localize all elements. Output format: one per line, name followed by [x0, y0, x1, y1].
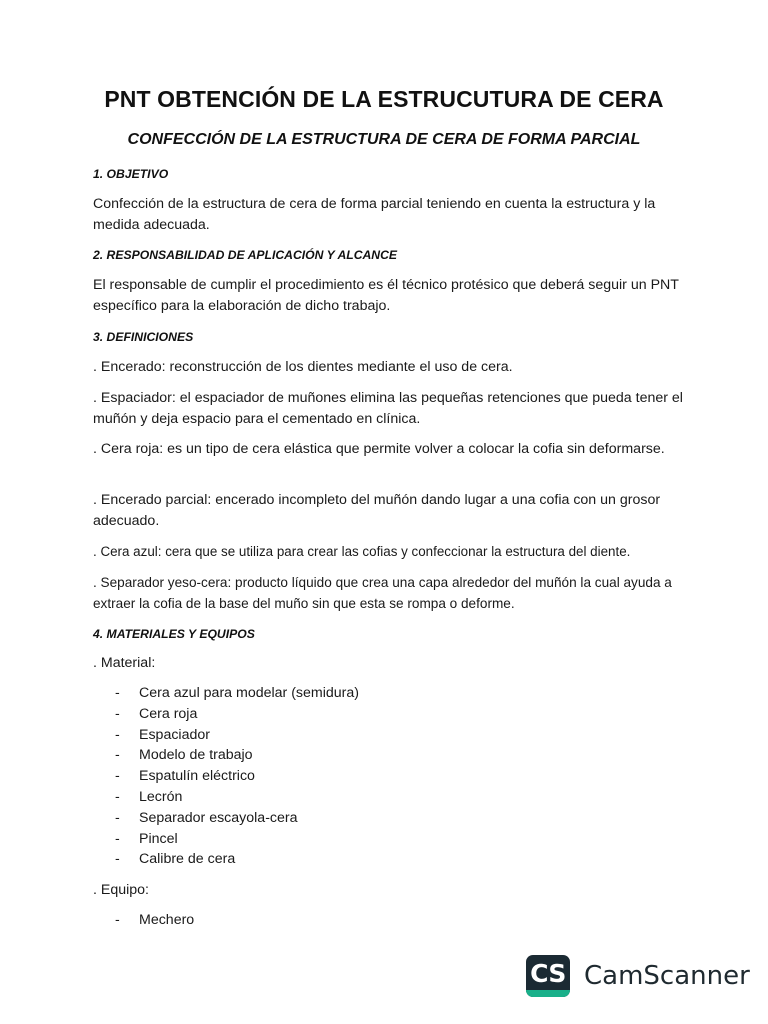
camscanner-brand-text: CamScanner — [584, 961, 750, 991]
section-heading-definiciones: 3. DEFINICIONES — [93, 330, 194, 344]
list-item — [93, 910, 653, 931]
list-item-text: Modelo de trabajo — [139, 747, 253, 764]
list-item-text: Cera azul para modelar (semidura) — [139, 685, 359, 701]
list-item — [93, 704, 653, 725]
bullet-dash: - — [115, 809, 120, 826]
definition-item: . Cera azul: cera que se utiliza para crear las cofias y confeccionar la estructura del diente. — [93, 544, 631, 559]
material-label: . Material: — [93, 655, 156, 671]
list-item — [93, 808, 653, 829]
bullet-dash: - — [115, 705, 120, 722]
list-item — [93, 683, 653, 704]
list-item — [93, 766, 653, 787]
section-heading-responsabilidad: 2. RESPONSABILIDAD DE APLICACIÓN Y ALCANCE — [93, 248, 398, 262]
list-item-text: Pincel — [139, 830, 178, 847]
list-item-text: Lecrón — [139, 788, 183, 805]
list-item-text: Calibre de cera — [139, 851, 236, 868]
bullet-dash: - — [115, 726, 120, 743]
section-text-objetivo: Confección de la estructura de cera de forma parcial teniendo en cuenta la estructura y la medida adecuada. — [93, 196, 656, 233]
section-heading-objetivo: 1. OBJETIVO — [93, 167, 169, 181]
material-list — [93, 683, 653, 870]
bullet-dash: - — [115, 830, 120, 847]
logo-accent-stripe — [526, 990, 570, 997]
list-item-text: Espaciador — [139, 726, 210, 743]
logo-badge-text: CS — [530, 959, 566, 988]
bullet-dash: - — [115, 851, 120, 868]
bullet-dash: - — [115, 912, 120, 928]
list-item — [93, 787, 653, 808]
camscanner-logo-icon — [526, 955, 570, 997]
equipo-list — [93, 910, 653, 931]
document-subtitle: CONFECCIÓN DE LA ESTRUCTURA DE CERA DE FORMA PARCIAL — [127, 131, 641, 148]
definition-item: . Espaciador: el espaciador de muñones elimina las pequeñas retenciones que pueda tener el muñón y deja espacio para el cementado en clínica. — [93, 390, 683, 427]
section-text-responsabilidad: El responsable de cumplir el procedimiento es él técnico protésico que deberá seguir un PNT específico para la elaboración de dicho trabajo. — [93, 277, 679, 314]
list-item — [93, 829, 653, 850]
section-heading-materiales: 4. MATERIALES Y EQUIPOS — [93, 627, 255, 641]
list-item-text: Cera roja — [139, 705, 198, 722]
list-item — [93, 745, 653, 766]
bullet-dash: - — [115, 685, 120, 701]
equipo-label: . Equipo: — [93, 882, 150, 898]
list-item — [93, 725, 653, 746]
camscanner-watermark — [526, 955, 750, 999]
bullet-dash: - — [115, 768, 120, 785]
definition-item: . Encerado: reconstrucción de los dientes mediante el uso de cera. — [93, 359, 513, 375]
definition-item: . Separador yeso-cera: producto líquido que crea una capa alrededor del muñón la cual ayuda a extraer la cofia de la base del muño sin que esta se rompa o deforme. — [93, 575, 672, 611]
definition-item: . Cera roja: es un tipo de cera elástica que permite volver a colocar la cofia sin deformarse. — [93, 441, 665, 457]
list-item — [93, 849, 653, 870]
list-item-text: Separador escayola-cera — [139, 809, 298, 826]
document-title: PNT OBTENCIÓN DE LA ESTRUCUTURA DE CERA — [104, 86, 664, 112]
list-item-text: Mechero — [139, 912, 195, 928]
list-item-text: Espatulín eléctrico — [139, 768, 255, 785]
definition-item: . Encerado parcial: encerado incompleto del muñón dando lugar a una cofia con un grosor adecuado. — [93, 492, 661, 529]
bullet-dash: - — [115, 747, 120, 764]
bullet-dash: - — [115, 788, 120, 805]
